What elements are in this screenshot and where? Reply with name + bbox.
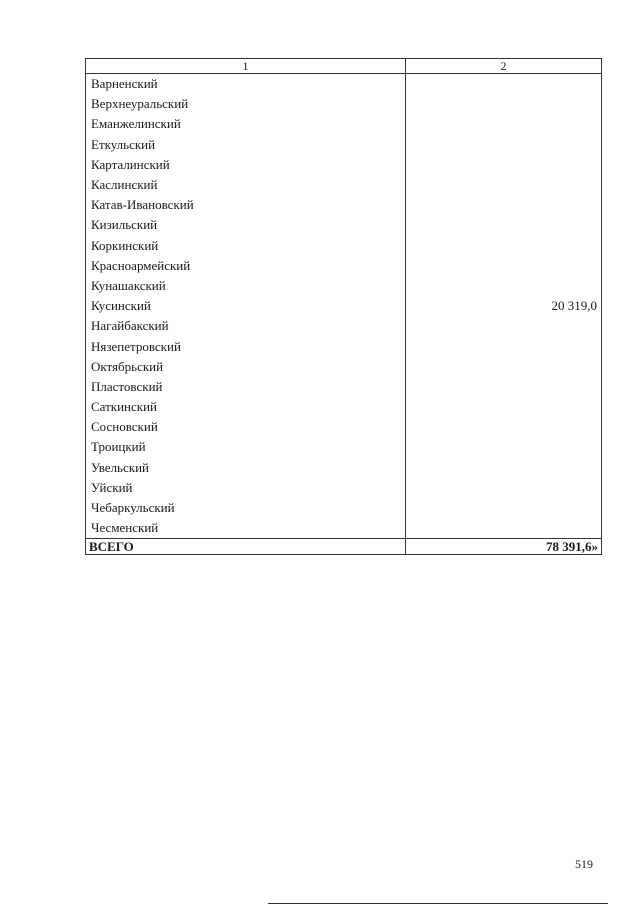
table-row <box>86 74 602 95</box>
page-number: 519 <box>575 857 593 871</box>
district-name: Пластовский <box>86 377 406 397</box>
district-name: Нязепетровский <box>86 336 406 356</box>
column-header-1: 1 <box>86 59 406 74</box>
district-name: Чесменский <box>86 518 406 539</box>
total-label: ВСЕГО <box>86 539 406 555</box>
table-body <box>86 74 602 555</box>
district-name: Кунашакский <box>86 276 406 296</box>
district-name: Еманжелинский <box>86 114 406 134</box>
column-header-2: 2 <box>406 59 602 74</box>
district-name: Октябрьский <box>86 357 406 377</box>
table-header-row <box>86 59 602 74</box>
district-name: Нагайбакский <box>86 316 406 336</box>
district-name: Каслинский <box>86 175 406 195</box>
merged-amount-cell: 20 319,0 <box>406 74 602 539</box>
district-name: Верхнеуральский <box>86 94 406 114</box>
district-name: Красноармейский <box>86 256 406 276</box>
district-name: Кусинский <box>86 296 406 316</box>
district-name: Еткульский <box>86 135 406 155</box>
total-row <box>86 539 602 555</box>
district-name: Чебаркульский <box>86 498 406 518</box>
total-value: 78 391,6» <box>406 539 602 555</box>
district-name: Троицкий <box>86 437 406 457</box>
district-name: Кизильский <box>86 215 406 235</box>
footer-rule <box>268 903 608 904</box>
district-name: Увельский <box>86 458 406 478</box>
district-name: Катав-Ивановский <box>86 195 406 215</box>
district-name: Карталинский <box>86 155 406 175</box>
district-name: Коркинский <box>86 236 406 256</box>
district-name: Саткинский <box>86 397 406 417</box>
district-name: Уйский <box>86 478 406 498</box>
budget-table <box>85 58 602 555</box>
district-name: Сосновский <box>86 417 406 437</box>
district-name: Варненский <box>86 74 406 95</box>
